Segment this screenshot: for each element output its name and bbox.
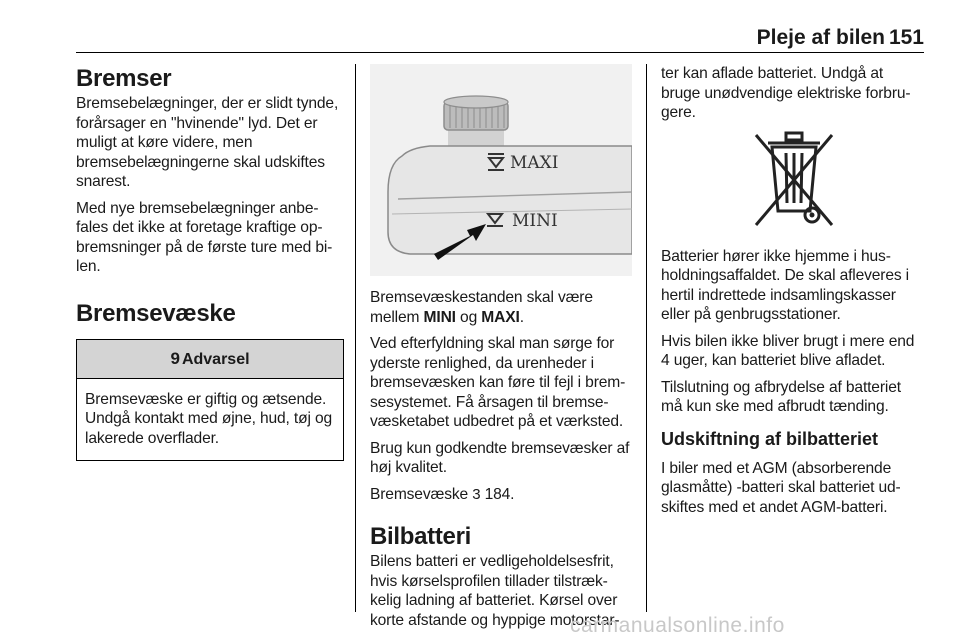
brake-fluid-reference[interactable] — [370, 485, 632, 505]
fluid-level-paragraph — [370, 288, 632, 327]
battery-paragraph-2: ter kan aflade batteriet. Undgå at bruge unødvendige elektriske forbrugere. — [661, 65, 911, 121]
page-reference-arrow-icon: 3 — [472, 485, 481, 503]
brake-fluid-reservoir-figure — [370, 64, 632, 276]
fluid-level-text: Bremsevæskestanden skal være mellem — [370, 289, 593, 326]
page-number: 151 — [888, 26, 924, 49]
mini-term: MINI — [423, 308, 456, 326]
approved-fluid-paragraph: Brug kun godkendte bremsevæsker af høj kvalitet. — [370, 439, 630, 476]
crossed-out-bin-icon — [748, 131, 840, 233]
reference-page: 184. — [484, 485, 515, 503]
column-2 — [370, 64, 632, 637]
maxi-label: MAXI — [510, 153, 559, 173]
battery-disposal-paragraph: Batterier hører ikke hjemme i husholdningsaffaldet. De skal afleveres i hertil indrettede indsamlingskasser eller på genbrugsstationer. — [661, 247, 909, 323]
maxi-term: MAXI — [481, 308, 520, 326]
running-header-title: Pleje af bilen — [756, 26, 885, 49]
watermark: carmanualsonline.info — [570, 614, 785, 637]
column-divider-2 — [646, 64, 647, 612]
topping-up-paragraph: Ved efterfyldning skal man sørge for yderste renlighed, da urenheder i bremsevæsken kan føre til fejl i bremsesystemet. Få årsagen til bremsevæsketabet udbedret på et værksted. — [370, 335, 626, 430]
brakes-paragraph-2: Med nye bremsebelægninger anbefales det ikke at foretage kraftige opbremsninger på de første ture med bilen. — [76, 199, 333, 275]
battery-paragraph-1: Bilens batteri er vedligeholdelsesfrit, hvis kørselsprofilen tillader tilstrækkelig ladning af batteriet. Kørsel over korte afstande og hyppige motorstar- — [370, 553, 620, 629]
reference-label: Bremsevæske — [370, 485, 469, 503]
fluid-level-and: og — [455, 308, 482, 326]
battery-connection-paragraph: Tilslutning og afbrydelse af batteriet må kun ske med afbrudt tænding. — [661, 378, 901, 415]
header-rule — [76, 52, 924, 53]
warning-box — [76, 339, 344, 462]
brakes-heading: Bremser — [76, 65, 172, 92]
column-3 — [661, 64, 926, 524]
agm-battery-paragraph: I biler med et AGM (absorberende glasmåtte) -batteri skal batteriet udskiftes med et andet AGM-batteri. — [661, 459, 901, 516]
battery-replacement-heading: Udskiftning af bilbatteriet — [661, 428, 879, 449]
battery-heading: Bilbatteri — [370, 523, 472, 550]
warning-title: Advarsel — [181, 350, 250, 368]
warning-header — [77, 340, 343, 379]
warning-icon: 9 — [170, 348, 180, 368]
fluid-level-period: . — [519, 308, 524, 326]
warning-body — [77, 379, 343, 461]
battery-unused-paragraph: Hvis bilen ikke bliver brugt i mere end 4 uger, kan batteriet blive afladet. — [661, 332, 915, 369]
column-1 — [76, 64, 344, 461]
mini-label: MINI — [512, 211, 558, 231]
brake-fluid-heading: Bremsevæske — [76, 299, 236, 327]
brakes-paragraph-1: Bremsebelægninger, der er slidt tynde, forårsager en "hvinende" lyd. Det er muligt at køre videre, men bremsebelægningerne skal udskiftes snarest. — [76, 95, 339, 190]
column-divider-1 — [355, 64, 356, 612]
warning-text: Bremsevæske er giftig og ætsende. Undgå kontakt med øjne, hud, tøj og lakerede overflader. — [85, 390, 332, 447]
